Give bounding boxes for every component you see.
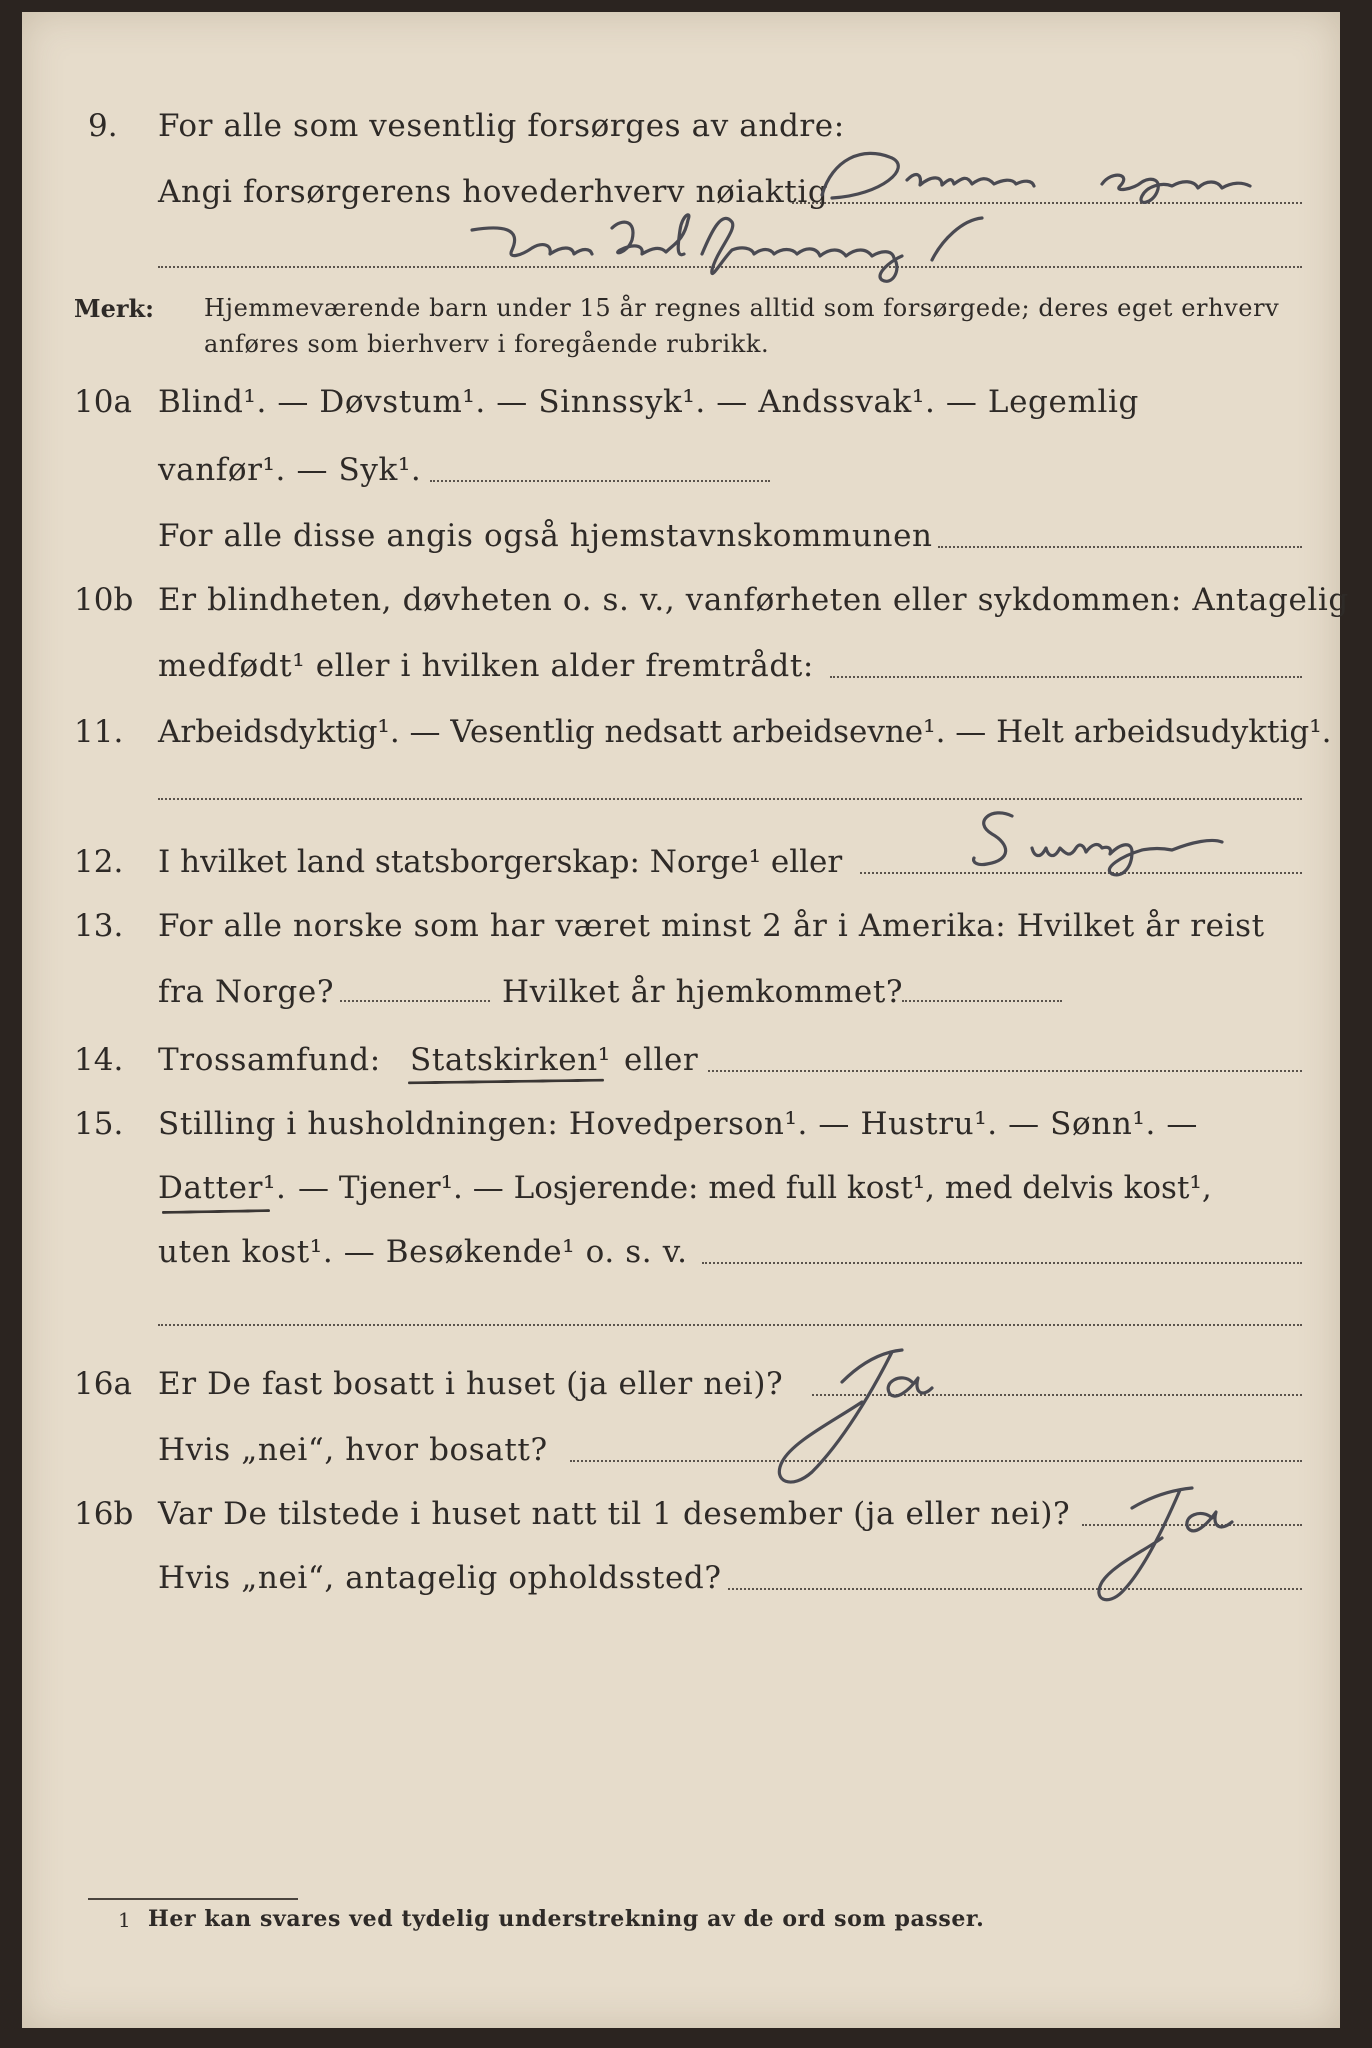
q10b-number: 10b	[74, 582, 134, 618]
q10a-number: 10a	[74, 384, 132, 420]
q16a-line1: Er De fast bosatt i huset (ja eller nei)?	[158, 1366, 784, 1402]
q15-line3: uten kost¹. — Besøkende¹ o. s. v.	[158, 1234, 688, 1270]
q16b-handwritten-answer	[1062, 1472, 1262, 1612]
q14-prefix: Trossamfund:	[158, 1042, 381, 1078]
q10a-answer-line	[430, 480, 770, 482]
q16a-handwritten-answer	[762, 1342, 1002, 1492]
q13-hjemkommet-line	[902, 1000, 1062, 1002]
q15-number: 15.	[74, 1106, 124, 1142]
q10a-hjemstavn-line	[938, 546, 1302, 548]
q15-handwritten-underline	[162, 1209, 270, 1214]
q11-answer-line	[158, 798, 1302, 800]
q16b-line2: Hvis „nei“, antagelig opholdssted?	[158, 1560, 722, 1596]
q15-answer-line1	[702, 1262, 1302, 1264]
q10b-line1: Er blindheten, døvheten o. s. v., vanførheten eller sykdommen: Antagelig	[158, 582, 1349, 618]
q13-number: 13.	[74, 908, 124, 944]
q14-number: 14.	[74, 1042, 124, 1078]
q16b-number: 16b	[74, 1496, 134, 1532]
q11-number: 11.	[74, 714, 124, 750]
merk-line2: anføres som bierhverv i foregående rubrikk.	[204, 330, 770, 358]
q12-line1: I hvilket land statsborgerskap: Norge¹ eller	[158, 844, 843, 880]
q15-line2-rest: — Tjener¹. — Losjerende: med full kost¹, med delvis kost¹,	[298, 1170, 1212, 1206]
q9-handwritten-answer1	[802, 140, 1302, 210]
q10a-line2: vanfør¹. — Syk¹.	[158, 452, 422, 488]
q10b-answer-line	[830, 676, 1302, 678]
q14-handwritten-underline	[408, 1079, 604, 1085]
q14-option-statskirken: Statskirken¹	[410, 1042, 611, 1078]
q9-handwritten-answer2	[462, 210, 1182, 290]
q9-line1: For alle som vesentlig forsørges av andre:	[158, 108, 845, 144]
q10a-line3: For alle disse angis også hjemstavnskommunen	[158, 518, 933, 554]
q13-line2a: fra Norge?	[158, 974, 335, 1010]
q15-answer-line2	[158, 1324, 1302, 1326]
census-form-page	[22, 12, 1349, 2028]
merk-label: Merk:	[74, 294, 154, 323]
q14-answer-line	[708, 1070, 1302, 1072]
q15-line1: Stilling i husholdningen: Hovedperson¹. — Hustru¹. — Sønn¹. —	[158, 1106, 1198, 1142]
q15-option-datter: Datter¹.	[158, 1170, 287, 1206]
footnote-text: Her kan svares ved tydelig understrekning av de ord som passer.	[148, 1906, 985, 1932]
q14-suffix: eller	[624, 1042, 699, 1078]
q12-number: 12.	[74, 844, 124, 880]
q13-reist-line	[340, 1000, 490, 1002]
q16a-line2: Hvis „nei“, hvor bosatt?	[158, 1432, 548, 1468]
q13-line2b: Hvilket år hjemkommet?	[502, 974, 904, 1010]
footnote-mark: 1	[118, 1908, 132, 1932]
q9-line2: Angi forsørgerens hovederhverv nøiaktig	[158, 174, 829, 210]
q9-number: 9.	[88, 108, 118, 144]
q12-handwritten-answer	[972, 802, 1252, 882]
q16b-line1: Var De tilstede i huset natt til 1 desember (ja eller nei)?	[158, 1496, 1071, 1532]
q16a-number: 16a	[74, 1366, 132, 1402]
merk-line1: Hjemmeværende barn under 15 år regnes alltid som forsørgede; deres eget erhverv	[204, 294, 1280, 322]
q13-line1: For alle norske som har været minst 2 år i Amerika: Hvilket år reist	[158, 908, 1265, 944]
q10a-line1: Blind¹. — Døvstum¹. — Sinnssyk¹. — Andssvak¹. — Legemlig	[158, 384, 1139, 420]
q11-line1: Arbeidsdyktig¹. — Vesentlig nedsatt arbeidsevne¹. — Helt arbeidsudyktig¹.	[158, 714, 1332, 750]
q10b-line2: medfødt¹ eller i hvilken alder fremtrådt:	[158, 648, 814, 684]
footnote-rule	[88, 1898, 298, 1900]
